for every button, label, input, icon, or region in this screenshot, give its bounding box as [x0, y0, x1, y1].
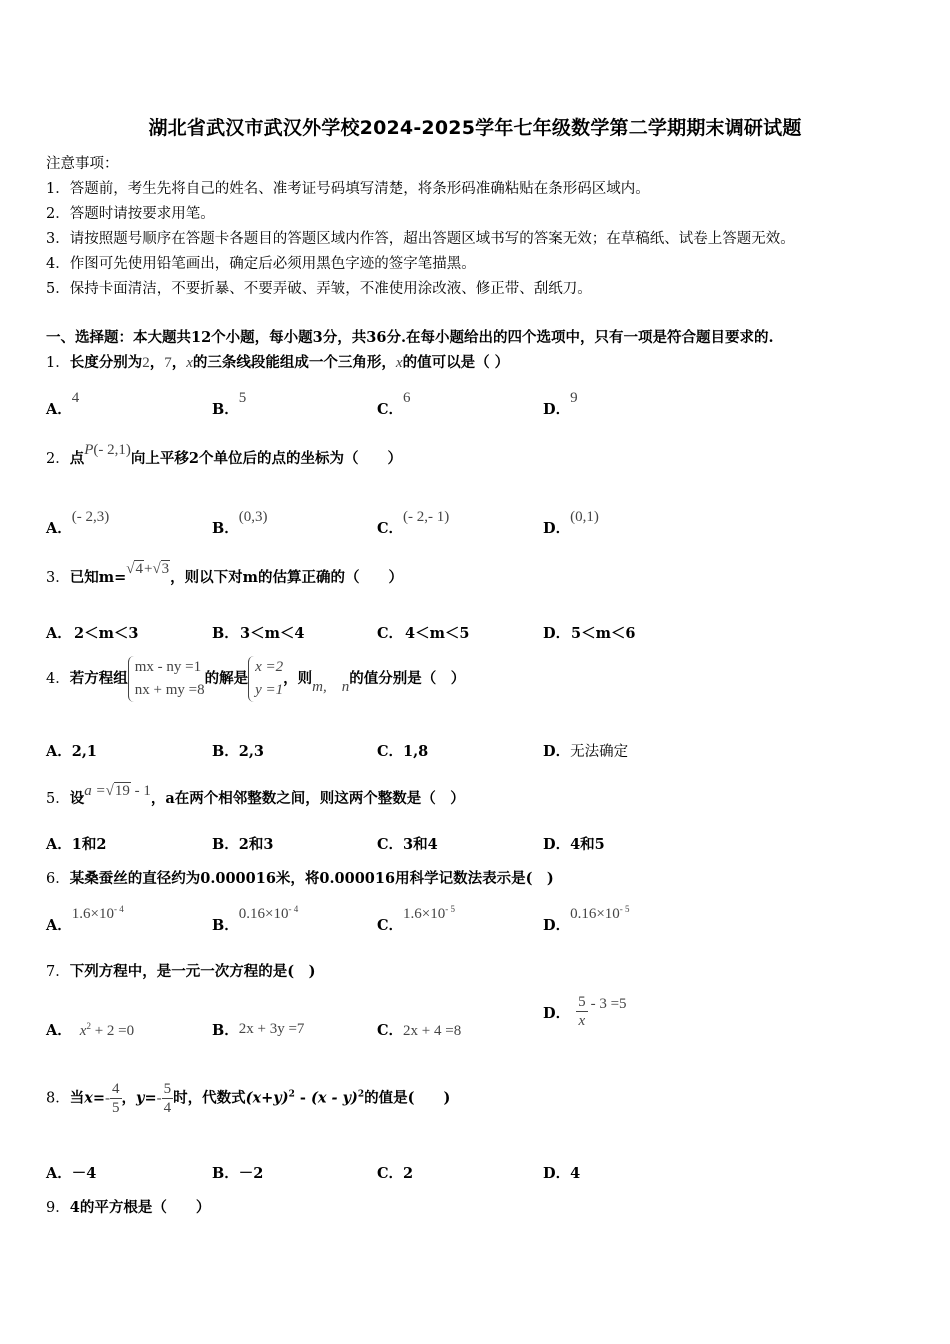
- notes-heading: 注意事项：: [46, 156, 119, 172]
- option-b: B．－2: [212, 1165, 264, 1182]
- question-number: 5．: [46, 791, 70, 807]
- option-c: C．(- 2,- 1): [377, 509, 450, 537]
- question-number: 9．: [46, 1200, 70, 1216]
- question-6: 6．某桑蚕丝的直径约为0.000016米，将0.000016用科学记数法表示是( ): [46, 870, 554, 887]
- option-a: A．1和2: [46, 836, 107, 853]
- question-number: 8．: [46, 1090, 70, 1107]
- option-a: A．(- 2,3): [46, 509, 110, 537]
- option-b-value: 3＜m＜4: [240, 625, 305, 642]
- option-a: A．2,1: [46, 743, 97, 760]
- question-5: 5．设a =√19 - 1，a在两个相邻整数之间，则这两个整数是（ ）: [46, 783, 465, 807]
- option-b: B．$0.16\times 10^{- 4}$: [212, 904, 299, 934]
- option-b: B．: [212, 625, 239, 642]
- option-c: C．1,8: [377, 743, 429, 760]
- option-c-value: 4＜m＜5: [405, 625, 470, 642]
- note-item: 3．请按照题号顺序在答题卡各题目的答题区域内作答，超出答题区域书写的答案无效；在草稿纸、试卷上答题无效。: [46, 231, 795, 247]
- page-title: 湖北省武汉市武汉外学校2024-2025学年七年级数学第二学期期末调研试题: [148, 117, 802, 139]
- solution-system: x =2 y =1: [248, 656, 283, 702]
- option-c: C．: [377, 625, 404, 642]
- question-number: 7．: [46, 964, 70, 980]
- section-heading: 一、选择题：本大题共12个小题，每小题3分，共36分.在每小题给出的四个选项中，只有一项是符合题目要求的.: [46, 329, 774, 346]
- note-item: 2．答题时请按要求用笔。: [46, 206, 215, 222]
- note-item: 5．保持卡面清洁，不要折暴、不要弄破、弄皱，不准使用涂改液、修正带、刮纸刀。: [46, 281, 592, 297]
- question-number: 6．: [46, 871, 70, 887]
- option-d: D．4和5: [543, 836, 605, 853]
- question-number: 2．: [46, 451, 70, 467]
- option-a: A．$1.6\times 10^{- 4}$: [46, 904, 124, 934]
- option-a: A．－4: [46, 1165, 97, 1182]
- option-d: D．无法确定: [543, 743, 629, 760]
- equation-system: mx - ny =1 nx + my =8: [128, 656, 205, 702]
- question-4: 4．若方程组 mx - ny =1 nx + my =8 的解是 x =2 y =1 ，则m, n的值分别是（ ）: [46, 656, 465, 702]
- question-number: 3．: [46, 570, 70, 586]
- option-a: A．: [46, 625, 72, 642]
- question-1: 1．长度分别为2，7，x的三条线段能组成一个三角形，x的值可以是（ ）: [46, 354, 510, 371]
- option-d: D．: [543, 625, 571, 642]
- question-8: 8．当x=- $\frac{4}{5}$ ，y=- $\frac{5}{4}$ 时，代数式$(x+y)^2 - (x - y)^2$的值是( ): [46, 1081, 451, 1116]
- option-b: B．2,3: [212, 743, 264, 760]
- question-9: 9．4的平方根是（ ）: [46, 1199, 211, 1216]
- option-b: B．2和3: [212, 836, 274, 853]
- option-d: D． $\frac{5}{x}$ - 3 =5: [543, 994, 627, 1029]
- option-c: C．2x + 4 =8: [377, 1022, 462, 1039]
- option-d-value: 5＜m＜6: [571, 625, 636, 642]
- note-item: 1．答题前，考生先将自己的姓名、准考证号码填写清楚，将条形码准确粘贴在条形码区域内。: [46, 181, 650, 197]
- option-a: A．4: [46, 390, 80, 418]
- question-7: 7．下列方程中，是一元一次方程的是( ): [46, 963, 316, 980]
- option-c: C．3和4: [377, 836, 438, 853]
- option-b: B．5: [212, 390, 247, 418]
- option-b: B．2x + 3y =7: [212, 1021, 305, 1039]
- question-number: 1．: [46, 355, 70, 371]
- option-c: C．6: [377, 390, 411, 418]
- option-d: D．(0,1): [543, 509, 599, 537]
- question-3: 3．已知m=√4+√3，则以下对m的估算正确的（ ）: [46, 561, 404, 586]
- option-c: C．2: [377, 1165, 414, 1182]
- question-2: 2．点P(- 2,1)向上平移2个单位后的点的坐标为（ ）: [46, 442, 402, 467]
- option-d: D．$0.16\times 10^{- 5}$: [543, 904, 630, 934]
- option-b: B．(0,3): [212, 509, 268, 537]
- option-d: D．9: [543, 390, 578, 418]
- option-a: A． $x^2 + 2 =0$: [46, 1021, 135, 1039]
- option-c: C．$1.6\times 10^{- 5}$: [377, 904, 456, 934]
- option-d: D．4: [543, 1165, 581, 1182]
- option-a-value: 2＜m＜3: [74, 625, 139, 642]
- question-number: 4．: [46, 671, 70, 687]
- note-item: 4．作图可先使用铅笔画出，确定后必须用黑色字迹的签字笔描黑。: [46, 256, 476, 272]
